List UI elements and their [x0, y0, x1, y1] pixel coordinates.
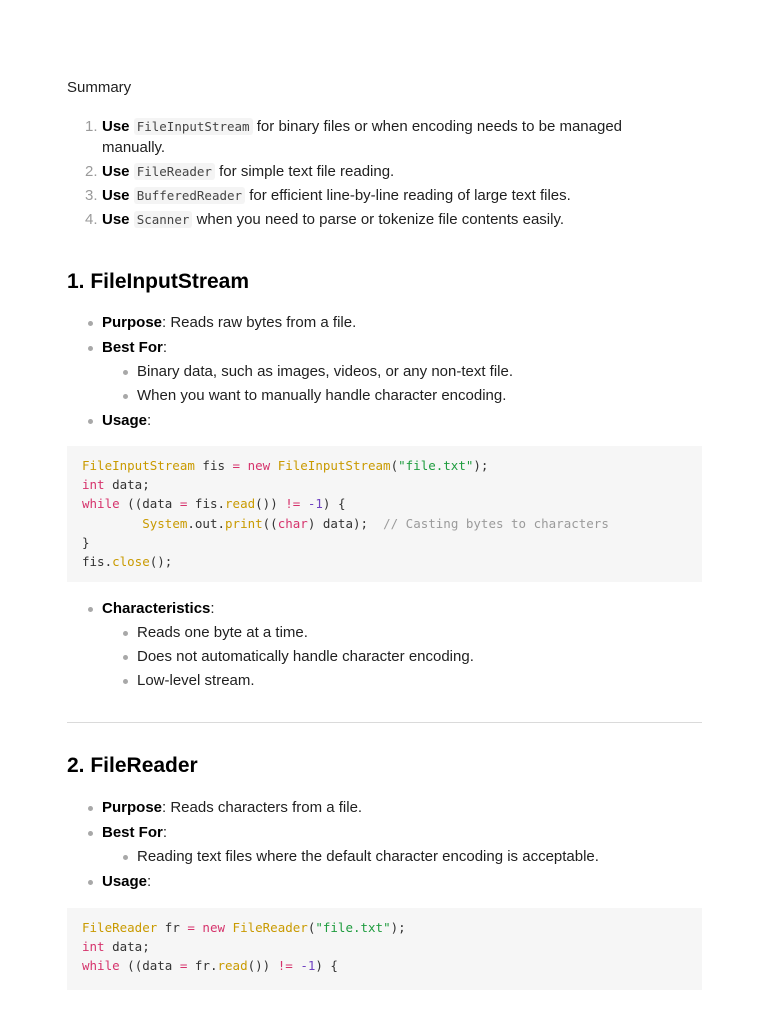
code-token — [82, 516, 142, 531]
code-token: ); — [390, 920, 406, 935]
usage-label: Usage — [102, 412, 148, 429]
code-token: } — [82, 534, 90, 550]
code-token: ( — [307, 920, 316, 935]
section1-characteristics — [67, 598, 687, 695]
colon: : — [162, 339, 168, 356]
summary-item — [67, 185, 677, 206]
summary-item — [67, 161, 677, 182]
summary-text: for efficient line-by-line reading of large text files. — [249, 187, 571, 204]
inline-code: FileInputStream — [134, 118, 253, 135]
code-token: print — [225, 515, 263, 531]
colon: : — [210, 600, 215, 617]
bestfor-label: Best For — [102, 824, 163, 841]
code-token: ()) — [247, 958, 278, 974]
code-line — [82, 494, 687, 513]
bestfor-subitem: When you want to manually handle character encoding. — [102, 385, 687, 406]
inline-code: Scanner — [134, 211, 193, 228]
code-token: (( — [262, 515, 278, 531]
code-token: FileInputStream — [82, 458, 195, 473]
code-token: while — [82, 958, 120, 974]
summary-title: Summary — [67, 79, 132, 96]
code-line — [82, 552, 687, 571]
code-token: ); — [473, 458, 489, 473]
code-line — [82, 533, 687, 552]
use-label: Use — [102, 187, 130, 204]
code-token: int — [82, 477, 105, 493]
code-token: FileReader — [82, 920, 158, 935]
section1-bullets — [67, 312, 687, 435]
code-token: != — [285, 496, 301, 512]
code-token: read — [217, 958, 248, 974]
section-divider — [67, 722, 702, 723]
code-line — [82, 937, 687, 956]
list-number: 3. — [85, 187, 98, 204]
code-token: fis — [194, 458, 233, 473]
code-token: ()) — [255, 496, 286, 512]
code-token: = — [232, 458, 241, 473]
purpose-label: Purpose — [102, 799, 163, 816]
summary-text: when you need to parse or tokenize file contents easily. — [196, 211, 565, 228]
bestfor-item — [67, 822, 687, 867]
summary-list — [67, 116, 677, 233]
code-block-fileinputstream — [67, 446, 702, 582]
section-heading-fileinputstream: 1. FileInputStream — [67, 270, 250, 293]
code-line — [82, 514, 687, 533]
characteristics-subitem: Low-level stream. — [102, 670, 687, 691]
usage-label: Usage — [102, 873, 148, 890]
code-token: close — [112, 553, 150, 569]
purpose-label: Purpose — [102, 314, 163, 331]
code-token: ) data); — [307, 515, 384, 531]
code-token: -1 — [300, 958, 316, 974]
purpose-item — [67, 312, 687, 333]
code-block-filereader — [67, 908, 702, 990]
code-token: "file.txt" — [398, 458, 474, 473]
summary-item — [67, 116, 677, 158]
code-token: != — [277, 958, 293, 974]
section2-bullets — [67, 797, 687, 896]
code-token: int — [82, 939, 105, 955]
code-line — [82, 456, 687, 475]
code-token: data; — [104, 939, 150, 955]
code-token: ((data — [119, 958, 180, 974]
inline-code: BufferedReader — [134, 187, 245, 204]
use-label: Use — [102, 163, 130, 180]
summary-text: for binary files or when encoding needs to be managed manually. — [102, 118, 623, 156]
code-token: fr — [157, 920, 188, 935]
use-label: Use — [102, 211, 130, 228]
bestfor-subitem: Reading text files where the default character encoding is acceptable. — [102, 846, 687, 867]
bestfor-sublist — [102, 846, 687, 867]
code-token: ) { — [315, 958, 338, 974]
bestfor-subitem: Binary data, such as images, videos, or any non-text file. — [102, 361, 687, 382]
code-token: "file.txt" — [315, 920, 391, 935]
code-token: char — [277, 515, 308, 531]
code-token: (); — [149, 553, 173, 569]
code-token: new — [194, 920, 233, 935]
colon: : — [147, 873, 152, 890]
code-token: -1 — [307, 496, 323, 512]
colon: : — [162, 824, 168, 841]
purpose-item — [67, 797, 687, 818]
code-token: read — [225, 496, 256, 512]
list-number: 2. — [85, 163, 98, 180]
characteristics-subitem: Does not automatically handle character encoding. — [102, 646, 687, 667]
characteristics-subitem: Reads one byte at a time. — [102, 622, 687, 643]
code-line — [82, 956, 687, 975]
code-line — [82, 918, 687, 937]
characteristics-sublist — [102, 622, 687, 691]
code-token: ((data — [119, 496, 180, 512]
code-token: FileReader — [232, 920, 308, 935]
code-token — [300, 496, 308, 511]
code-token: = — [179, 496, 188, 512]
bestfor-item — [67, 337, 687, 406]
inline-code: FileReader — [134, 163, 215, 180]
code-token: System — [142, 515, 188, 531]
usage-item — [67, 871, 687, 892]
code-token: ) { — [322, 496, 346, 512]
list-number: 1. — [85, 118, 98, 135]
bestfor-sublist — [102, 361, 687, 406]
section-heading-filereader: 2. FileReader — [67, 754, 198, 777]
colon: : — [147, 412, 152, 429]
bestfor-label: Best For — [102, 339, 163, 356]
code-token: fr. — [187, 958, 218, 974]
list-number: 4. — [85, 211, 98, 228]
code-token: .out. — [187, 515, 226, 531]
code-token: FileInputStream — [277, 458, 391, 473]
code-token: while — [82, 496, 120, 512]
characteristics-item — [67, 598, 687, 691]
code-token: data; — [104, 477, 150, 493]
characteristics-label: Characteristics — [102, 600, 211, 617]
code-token: new — [240, 458, 278, 473]
code-token: fis. — [82, 553, 113, 569]
code-token: ( — [390, 458, 399, 473]
code-token: = — [179, 958, 188, 974]
code-token: = — [187, 920, 195, 935]
purpose-text: : Reads characters from a file. — [162, 799, 363, 816]
summary-item — [67, 209, 677, 230]
usage-item — [67, 410, 687, 431]
purpose-text: : Reads raw bytes from a file. — [162, 314, 357, 331]
code-line — [82, 475, 687, 494]
code-comment: // Casting bytes to characters — [383, 515, 609, 531]
code-token: fis. — [187, 496, 226, 512]
summary-text: for simple text file reading. — [219, 163, 395, 180]
use-label: Use — [102, 118, 130, 135]
